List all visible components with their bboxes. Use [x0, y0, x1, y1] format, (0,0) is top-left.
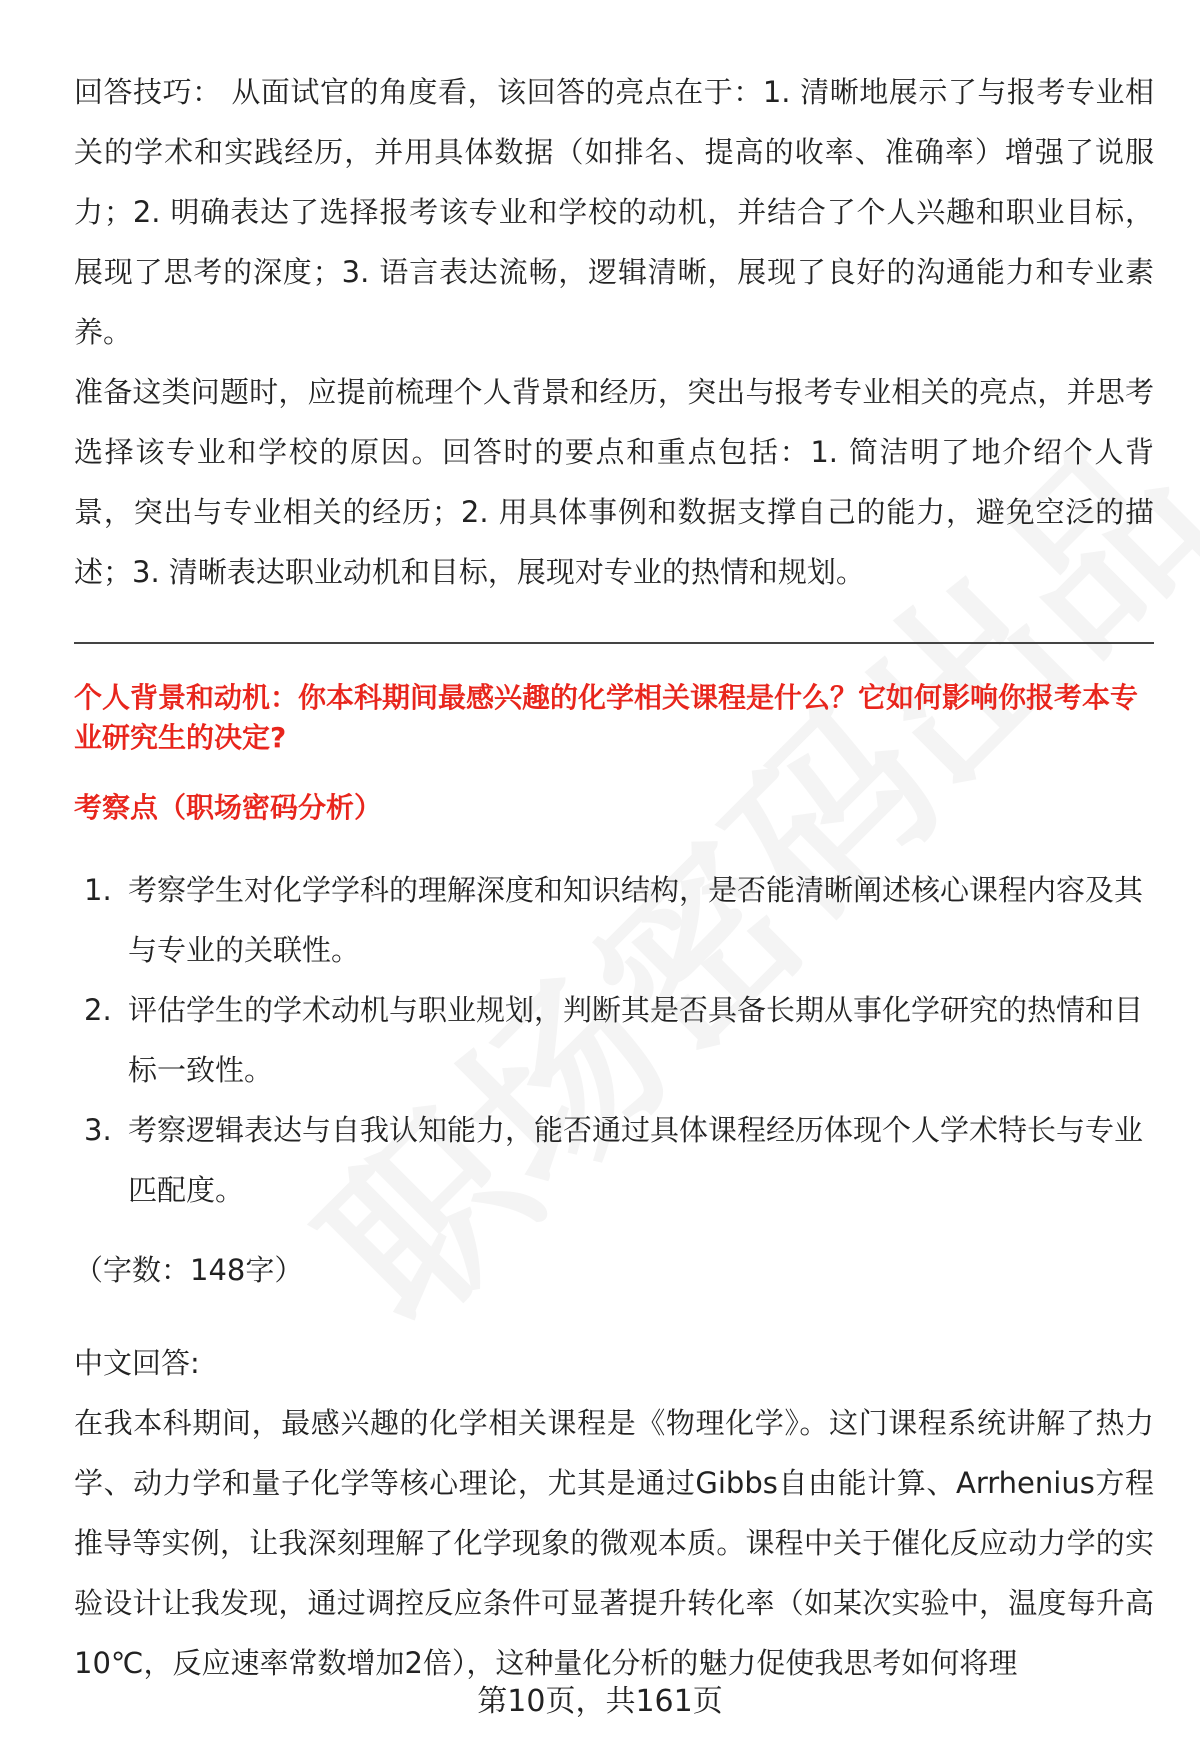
preparation-paragraph: 准备这类问题时，应提前梳理个人背景和经历，突出与报考专业相关的亮点，并思考选择该专业和学校的原因。回答时的要点和重点包括：1. 简洁明了地介绍个人背景，突出与专业相关的经历；2. 用具体事例和数据支撑自己的能力，避免空泛的描述；3. 清晰表达职业动机和目标，展现对专业的热情和规划。	[74, 375, 1154, 589]
word-count: （字数：148字）	[74, 1253, 304, 1287]
question-title: 个人背景和动机：你本科期间最感兴趣的化学相关课程是什么？它如何影响你报考本专业研究生的决定?	[74, 681, 1139, 754]
list-item	[74, 1100, 1154, 1220]
answer-tips-paragraph: 回答技巧： 从面试官的角度看，该回答的亮点在于：1. 清晰地展示了与报考专业相关的学术和实践经历，并用具体数据（如排名、提高的收率、准确率）增强了说服力；2. 明确表达了选择报考该专业和学校的动机，并结合了个人兴趣和职业目标，展现了思考的深度；3. 语言表达流畅，逻辑清晰，展现了良好的沟通能力和专业素养。	[74, 75, 1154, 349]
section-divider	[74, 642, 1154, 644]
page-number: 第10页，共161页	[477, 1684, 723, 1719]
question-heading	[74, 678, 1154, 758]
focus-list	[74, 860, 1154, 1220]
list-item	[74, 980, 1154, 1100]
list-item-number: 2.	[84, 993, 112, 1027]
answer-paragraph: 在我本科期间，最感兴趣的化学相关课程是《物理化学》。这门课程系统讲解了热力学、动力学和量子化学等核心理论，尤其是通过Gibbs自由能计算、Arrhenius方程推导等实例，让我深刻理解了化学现象的微观本质。课程中关于催化反应动力学的实验设计让我发现，通过调控反应条件可显著提升转化率（如某次实验中，温度每升高10℃，反应速率常数增加2倍），这种量化分析的魅力促使我思考如何将理	[74, 1406, 1154, 1680]
answer-body	[74, 1393, 1154, 1693]
list-item-number: 3.	[84, 1113, 112, 1147]
tips-section	[74, 62, 1154, 602]
list-item-text: 评估学生的学术动机与职业规划，判断其是否具备长期从事化学研究的热情和目标一致性。	[128, 993, 1144, 1087]
list-item-number: 1.	[84, 873, 112, 907]
list-item	[74, 860, 1154, 980]
list-item-text: 考察学生对化学学科的理解深度和知识结构，是否能清晰阐述核心课程内容及其与专业的关联性。	[128, 873, 1144, 967]
focus-heading: 考察点（职场密码分析）	[74, 791, 383, 824]
focus-heading-wrap	[74, 788, 1154, 828]
list-item-text: 考察逻辑表达与自我认知能力，能否通过具体课程经历体现个人学术特长与专业匹配度。	[128, 1113, 1144, 1207]
answer-label: 中文回答:	[74, 1346, 200, 1380]
